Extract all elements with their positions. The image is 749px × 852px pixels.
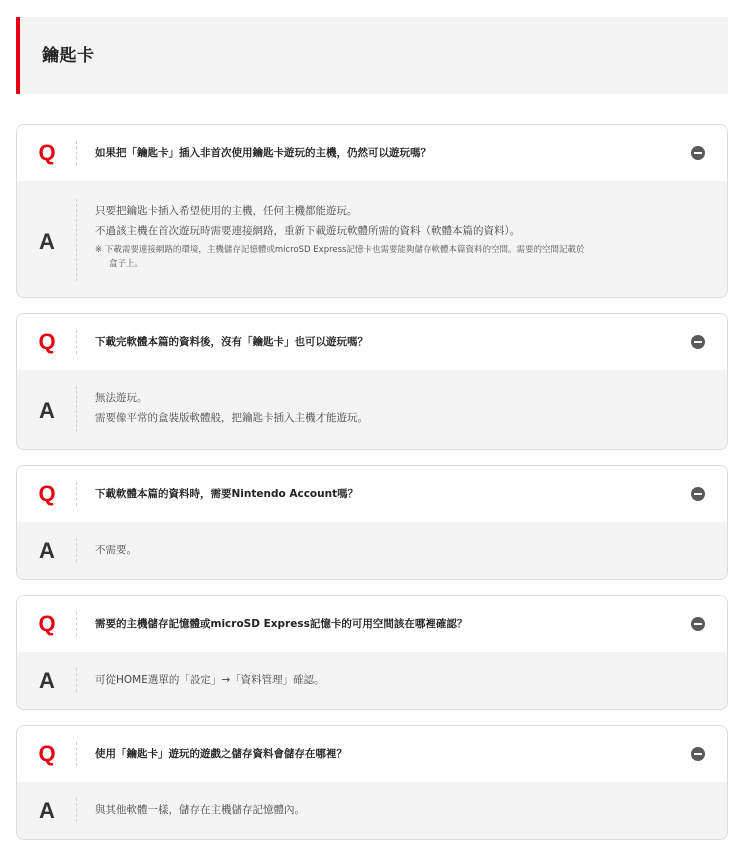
faq-question-toggle[interactable] xyxy=(17,314,727,370)
answer-line: 可從HOME選單的「設定」→「資料管理」確認。 xyxy=(95,674,325,686)
answer-line: 需要像平常的盒裝版軟體般，把鑰匙卡插入主機才能遊玩。 xyxy=(95,412,368,424)
answer-line: 只要把鑰匙卡插入希望使用的主機，任何主機都能遊玩。 xyxy=(95,205,358,217)
a-label: A xyxy=(39,229,55,254)
faq-question-toggle[interactable] xyxy=(17,466,727,522)
a-label: A xyxy=(39,798,55,823)
divider xyxy=(76,668,77,692)
collapse-minus-icon[interactable] xyxy=(691,487,705,501)
section-header xyxy=(16,17,728,94)
collapse-minus-icon[interactable] xyxy=(691,617,705,631)
answer-text xyxy=(95,388,368,428)
divider xyxy=(76,386,77,432)
q-label: Q xyxy=(38,481,56,506)
answer-text xyxy=(95,670,325,690)
faq-question: 下載軟體本篇的資料時，需要Nintendo Account嗎？ xyxy=(95,488,359,500)
divider xyxy=(76,538,77,562)
collapse-minus-icon[interactable] xyxy=(691,335,705,349)
answer-note: ※ 下載需要連接網路的環境，主機儲存記憶體或microSD Express記憶卡也需要能夠儲存軟體本篇資料的空間。需要的空間記載於 xyxy=(95,245,585,255)
faq-question: 需要的主機儲存記憶體或microSD Express記憶卡的可用空間該在哪裡確認？ xyxy=(95,618,468,630)
divider xyxy=(76,742,77,766)
section-title: 鑰匙卡 xyxy=(42,46,95,66)
divider xyxy=(76,199,77,281)
faq-item xyxy=(16,465,728,580)
answer-line: 不需要。 xyxy=(95,544,137,556)
faq-answer xyxy=(17,652,727,709)
q-label: Q xyxy=(38,140,56,165)
a-label: A xyxy=(39,668,55,693)
q-label: Q xyxy=(38,741,56,766)
answer-line: 與其他軟體一樣，儲存在主機儲存記憶體內。 xyxy=(95,804,305,816)
faq-question-toggle[interactable] xyxy=(17,726,727,782)
divider xyxy=(76,798,77,822)
collapse-minus-icon[interactable] xyxy=(691,747,705,761)
answer-line: 無法遊玩。 xyxy=(95,392,148,404)
collapse-minus-icon[interactable] xyxy=(691,146,705,160)
faq-item xyxy=(16,595,728,710)
faq-item xyxy=(16,124,728,298)
faq-question-toggle[interactable] xyxy=(17,596,727,652)
divider xyxy=(76,612,77,636)
faq-answer xyxy=(17,181,727,297)
a-label: A xyxy=(39,538,55,563)
q-label: Q xyxy=(38,611,56,636)
faq-item xyxy=(16,313,728,450)
faq-answer xyxy=(17,522,727,579)
answer-text xyxy=(95,540,137,560)
answer-note: 盒子上。 xyxy=(109,259,144,269)
faq-question: 下載完軟體本篇的資料後，沒有「鑰匙卡」也可以遊玩嗎？ xyxy=(95,336,368,348)
answer-text xyxy=(95,800,305,820)
q-label: Q xyxy=(38,329,56,354)
answer-text xyxy=(95,201,585,271)
a-label: A xyxy=(39,398,55,423)
answer-line: 不過該主機在首次遊玩時需要連接網路，重新下載遊玩軟體所需的資料（軟體本篇的資料）。 xyxy=(95,225,521,237)
faq-question: 如果把「鑰匙卡」插入非首次使用鑰匙卡遊玩的主機，仍然可以遊玩嗎？ xyxy=(95,147,431,159)
faq-answer xyxy=(17,782,727,839)
faq-question: 使用「鑰匙卡」遊玩的遊戲之儲存資料會儲存在哪裡？ xyxy=(95,748,347,760)
divider xyxy=(76,141,77,165)
divider xyxy=(76,330,77,354)
faq-question-toggle[interactable] xyxy=(17,125,727,181)
faq-item xyxy=(16,725,728,840)
divider xyxy=(76,482,77,506)
faq-answer xyxy=(17,370,727,449)
